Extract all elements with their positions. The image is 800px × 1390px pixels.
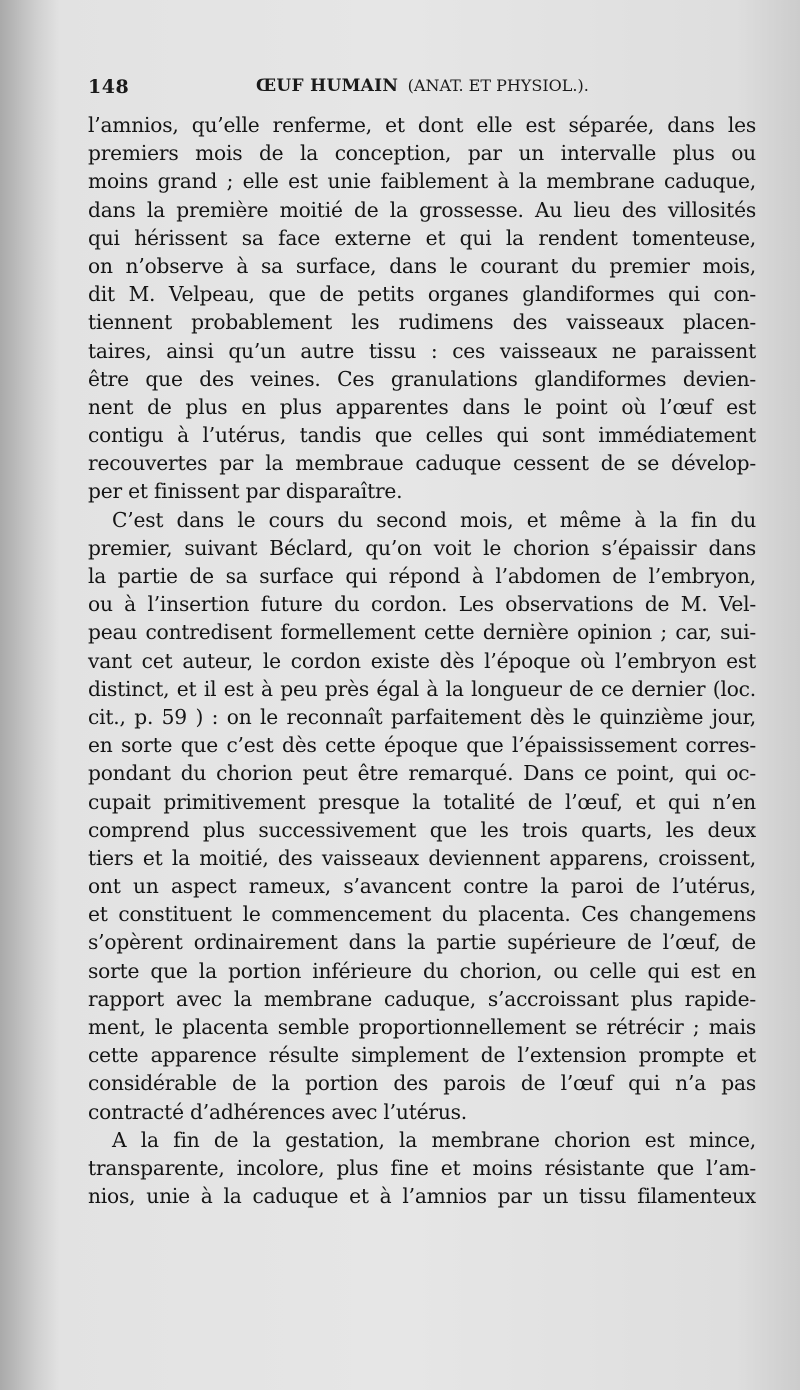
text-line: sorte que la portion inférieure du chorion, ou celle qui est en xyxy=(88,958,756,983)
text-line: distinct, et il est à peu près égal à la longueur de ce dernier (loc. xyxy=(88,676,756,701)
text-line: premiers mois de la conception, par un intervalle plus ou xyxy=(88,141,756,166)
text-line: C’est dans le cours du second mois, et même à la fin du xyxy=(112,507,756,532)
text-line: dans la première moitié de la grossesse. Au lieu des villosités xyxy=(88,197,756,222)
text-line: ou à l’insertion future du cordon. Les observations de M. Vel- xyxy=(88,592,756,617)
running-head xyxy=(256,76,589,96)
text-line: contracté d’adhérences avec l’utérus. xyxy=(88,1099,467,1124)
text-line: contigu à l’utérus, tandis que celles qui sont immédiatement xyxy=(88,423,756,448)
text-line: dit M. Velpeau, que de petits organes glandiformes qui con- xyxy=(88,282,756,307)
text-line: on n’observe à sa surface, dans le courant du premier mois, xyxy=(88,253,756,278)
running-head-subtitle: (ANAT. ET PHYSIOL.). xyxy=(407,76,589,95)
page-header xyxy=(88,72,758,106)
text-line: ont un aspect rameux, s’avancent contre la paroi de l’utérus, xyxy=(88,874,756,899)
text-line: ment, le placenta semble proportionnellement se rétrécir ; mais xyxy=(88,1015,756,1039)
text-line: moins grand ; elle est unie faiblement à la membrane caduque, xyxy=(88,169,756,194)
text-line: en sorte que c’est dès cette époque que l’épaississement corres- xyxy=(88,733,756,758)
text-line: et constituent le commencement du placenta. Ces changemens xyxy=(88,902,756,927)
text-line: premier, suivant Béclard, qu’on voit le chorion s’épaissir dans xyxy=(88,535,756,560)
text-line: taires, ainsi qu’un autre tissu : ces vaisseaux ne paraissent xyxy=(88,338,756,363)
running-head-title: ŒUF HUMAIN xyxy=(256,76,399,96)
text-line: être que des veines. Ces granulations glandiformes devien- xyxy=(88,366,756,391)
text-line: recouvertes par la membraue caduque cessent de se dévelop- xyxy=(88,451,756,476)
text-line: l’amnios, qu’elle renferme, et dont elle est séparée, dans les xyxy=(88,113,756,137)
text-line: cit., p. 59 ) : on le reconnaît parfaitement dès le quinzième jour, xyxy=(88,704,756,729)
text-line: tiennent probablement les rudimens des vaisseaux placen- xyxy=(88,310,756,335)
text-line: pondant du chorion peut être remarqué. Dans ce point, qui oc- xyxy=(88,761,756,786)
text-line: tiers et la moitié, des vaisseaux deviennent apparens, croissent, xyxy=(88,845,756,870)
text-line: s’opèrent ordinairement dans la partie supérieure de l’œuf, de xyxy=(88,930,756,955)
page-gutter-shadow xyxy=(0,0,60,1390)
text-line: peau contredisent formellement cette dernière opinion ; car, sui- xyxy=(88,620,756,645)
page-number: 148 xyxy=(88,76,130,98)
text-line: per et finissent par disparaître. xyxy=(88,479,403,504)
body-text xyxy=(88,111,756,1210)
text-line: vant cet auteur, le cordon existe dès l’époque où l’embryon est xyxy=(88,648,756,673)
text-line: rapport avec la membrane caduque, s’accroissant plus rapide- xyxy=(88,986,756,1011)
text-line: A la fin de la gestation, la membrane chorion est mince, xyxy=(112,1127,756,1152)
text-line: comprend plus successivement que les trois quarts, les deux xyxy=(88,817,756,842)
text-line: nios, unie à la caduque et à l’amnios par un tissu filamenteux xyxy=(88,1184,756,1209)
text-line: considérable de la portion des parois de l’œuf qui n’a pas xyxy=(88,1071,756,1096)
text-line: qui hérissent sa face externe et qui la rendent tomenteuse, xyxy=(88,225,756,250)
text-line: la partie de sa surface qui répond à l’abdomen de l’embryon, xyxy=(88,564,756,588)
text-line: cupait primitivement presque la totalité de l’œuf, et qui n’en xyxy=(88,789,756,814)
text-line: transparente, incolore, plus fine et moins résistante que l’am- xyxy=(88,1155,756,1180)
text-line: cette apparence résulte simplement de l’extension prompte et xyxy=(88,1043,756,1068)
text-line: nent de plus en plus apparentes dans le point où l’œuf est xyxy=(88,394,756,419)
